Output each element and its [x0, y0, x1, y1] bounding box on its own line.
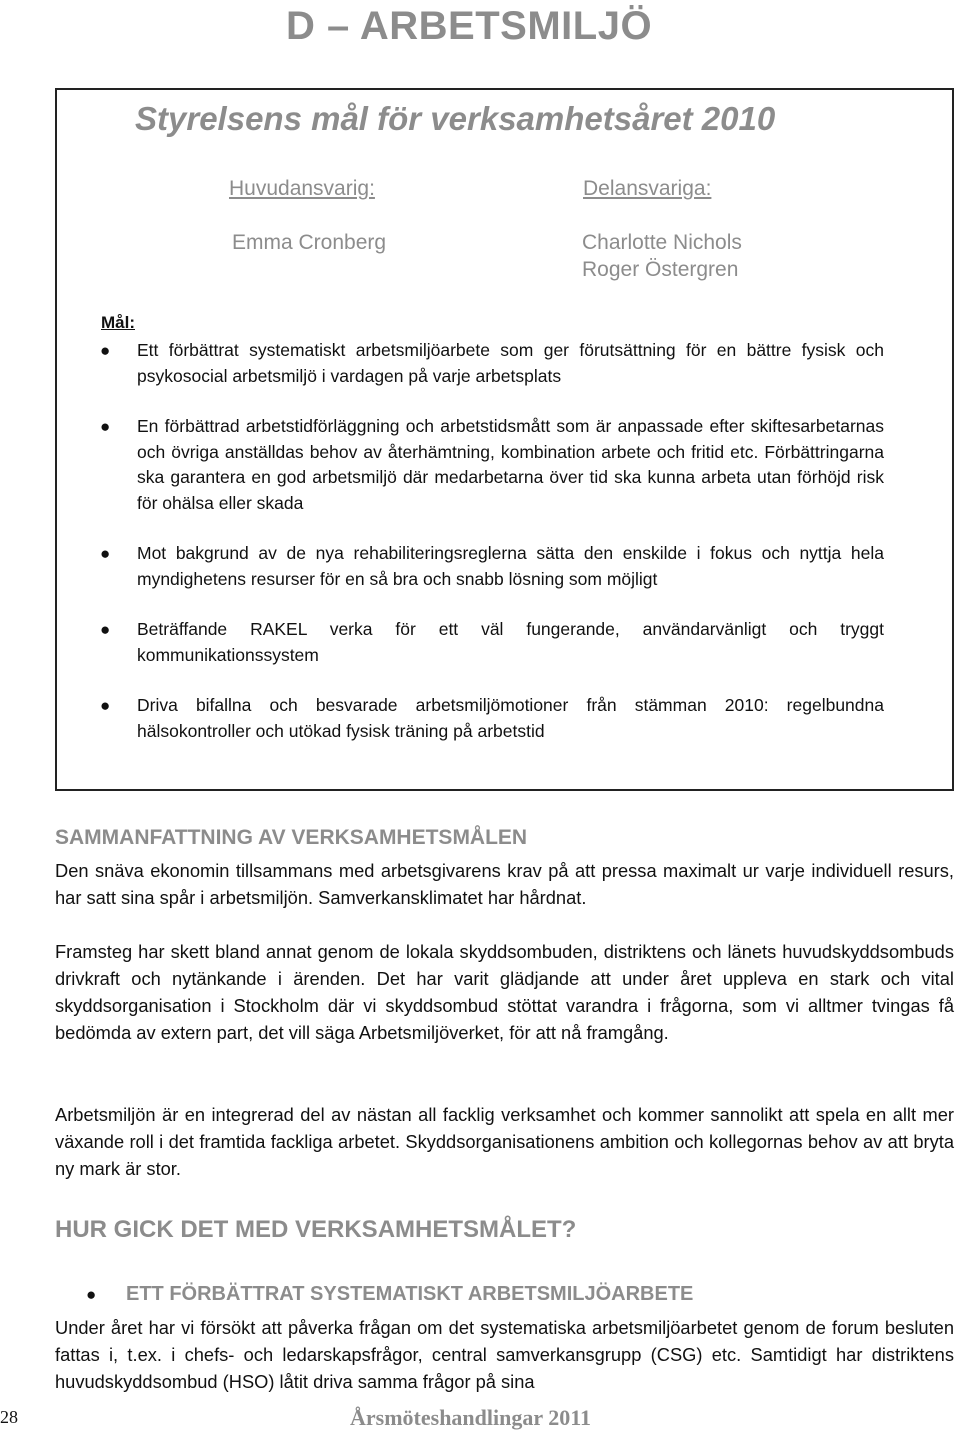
bullet-icon: ●	[100, 696, 111, 715]
goal-item	[100, 338, 884, 389]
goal-box-title: Styrelsens mål för verksamhetsåret 2010	[135, 100, 776, 137]
bullet-icon: ●	[100, 341, 111, 360]
main-responsible-label: Huvudansvarig:	[229, 177, 375, 200]
goal-item	[100, 693, 884, 744]
co-responsible-label: Delansvariga:	[583, 177, 712, 200]
bullet-icon: ●	[100, 544, 111, 563]
outcome-paragraph: Under året har vi försökt att påverka frågan om det systematiska arbetsmiljöarbetet genom de forum besluten fattas i, t.ex. i chefs- och ledarskapsfrågor, central samverkansgrupp (CSG) etc. Samtidigt har distriktens huvudskyddsombud (HSO) låtit driva samma frågor på sina	[55, 1317, 954, 1392]
goal-text: En förbättrad arbetstidförläggning och arbetstidsmått som är anpassade efter skiftesarbetarnas och övriga anställdas behov av återhämtning, kombination arbete och fritid etc. Förbättringarna ska garantera en god arbetsmiljö där medarbetarna över tid ska kunna arbeta utan förhöjd risk för ohälsa eller skada	[137, 416, 884, 513]
goal-text: Ett förbättrat systematiskt arbetsmiljöarbete som ger förutsättning för en bättre fysisk och psykosocial arbetsmiljö i vardagen på varje arbetsplats	[137, 340, 884, 386]
page-number: 28	[0, 1407, 18, 1427]
bullet-icon: ●	[86, 1285, 97, 1304]
footer-title: Årsmöteshandlingar 2011	[350, 1405, 592, 1430]
summary-paragraph: Arbetsmiljön är en integrerad del av nästan all facklig verksamhet och kommer sannolikt att spela en allt mer växande roll i det framtida fackliga arbetet. Skyddsorganisationens ambition och kollegornas behov av att bryta ny mark är stor.	[55, 1104, 954, 1179]
goals-label: Mål:	[101, 313, 135, 332]
page-title: D – ARBETSMILJÖ	[286, 4, 653, 48]
summary-paragraph: Den snäva ekonomin tillsammans med arbetsgivarens krav på att pressa maximalt ur varje individuell resurs, har satt sina spår i arbetsmiljön. Samverkansklimatet har hårdnat.	[55, 860, 954, 908]
goal-item	[100, 414, 884, 516]
bullet-icon: ●	[100, 417, 111, 436]
goal-text: Driva bifallna och besvarade arbetsmiljömotioner från stämman 2010: regelbundna hälsokontroller och utökad fysisk träning på arbetstid	[137, 695, 884, 741]
summary-heading: SAMMANFATTNING AV VERKSAMHETSMÅLEN	[55, 826, 528, 849]
summary-paragraph: Framsteg har skett bland annat genom de lokala skyddsombuden, distriktens och länets huvudskyddsombuds drivkraft och nytänkande i ärenden. Det har varit glädjande att under året uppleva en stark och vital skyddsorganisation i Stockholm där vi skyddsombud stöttat varandra i frågorna, som vi alltmer tvingas få bedömda av extern part, det vill säga Arbetsmiljöverket, för att nå framgång.	[55, 941, 954, 1043]
co-responsible-name: Charlotte Nichols	[582, 231, 742, 254]
outcome-heading: HUR GICK DET MED VERKSAMHETSMÅLET?	[55, 1216, 577, 1243]
goal-item	[100, 617, 884, 668]
goal-text: Mot bakgrund av de nya rehabiliteringsreglerna sätta den enskilde i fokus och nyttja hela myndighetens resurser för en så bra och snabb lösning som möjligt	[137, 543, 884, 589]
outcome-item-title: ETT FÖRBÄTTRAT SYSTEMATISKT ARBETSMILJÖARBETE	[126, 1283, 694, 1305]
main-responsible-name: Emma Cronberg	[232, 231, 387, 254]
goal-list	[100, 338, 884, 769]
co-responsible-name: Roger Östergren	[582, 258, 739, 281]
bullet-icon: ●	[100, 620, 111, 639]
outcome-item	[86, 1283, 693, 1306]
goal-item	[100, 541, 884, 592]
goal-text: Beträffande RAKEL verka för ett väl fungerande, användarvänligt och tryggt kommunikationssystem	[137, 619, 884, 665]
